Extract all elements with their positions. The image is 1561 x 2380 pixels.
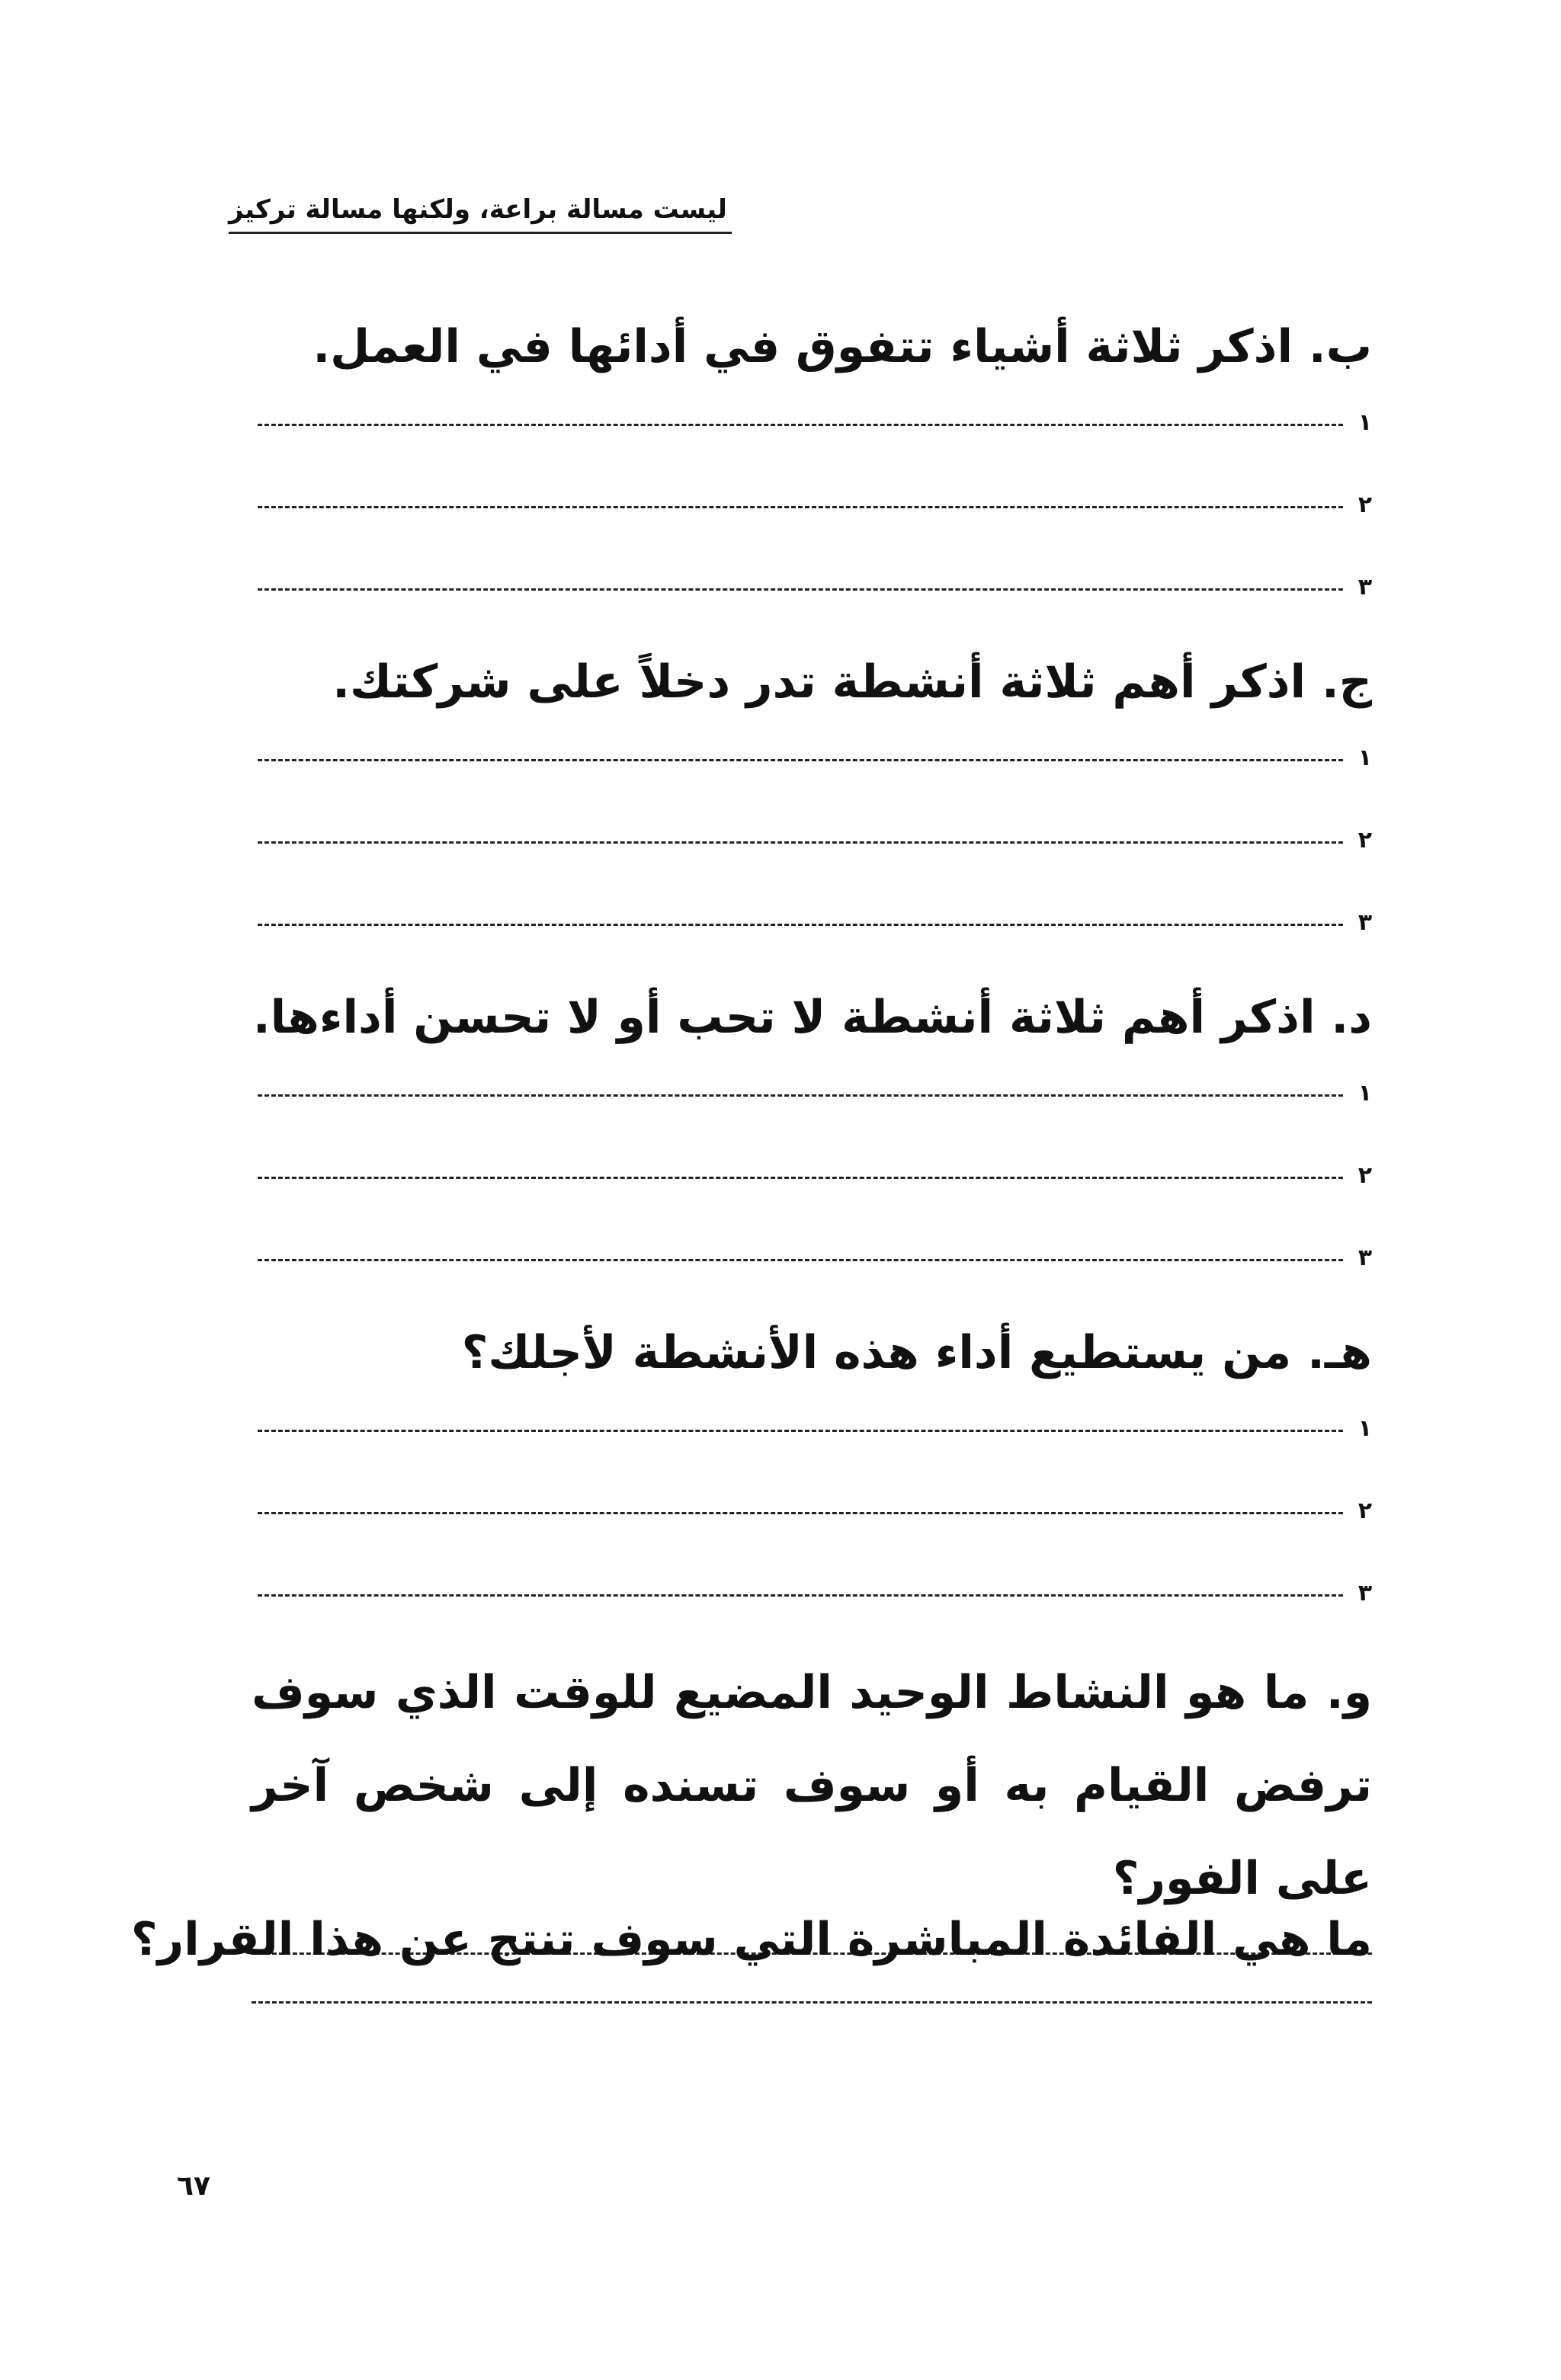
answer-number: ١ [1357, 745, 1372, 771]
answer-line[interactable] [252, 1387, 1372, 1469]
answer-blank [258, 1094, 1343, 1097]
question-b-section [252, 312, 1372, 628]
answer-number: ١ [1357, 1080, 1372, 1107]
answer-blank [258, 424, 1343, 426]
answer-line[interactable] [252, 463, 1372, 546]
answer-blank [258, 588, 1343, 591]
answer-line[interactable] [252, 1216, 1372, 1299]
answer-number: ٢ [1357, 827, 1372, 854]
running-header: ليست مسالة براعة، ولكنها مسالة تركيز [229, 194, 727, 225]
answer-blank [258, 841, 1343, 844]
answer-line[interactable] [252, 799, 1372, 881]
answer-line[interactable] [252, 1134, 1372, 1216]
question-j-text: ج. اذكر أهم ثلاثة أنشطة تدر دخلاً على شركتك. [332, 655, 1372, 709]
question-d-section [252, 983, 1372, 1299]
question-h-text: هـ. من يستطيع أداء هذه الأنشطة لأجلك؟ [461, 1326, 1372, 1379]
answer-blank [258, 1430, 1343, 1432]
question-w2-text: ما هي الفائدة المباشرة التي سوف تنتج عن هذا القرار؟ [130, 1913, 1372, 1966]
answer-line[interactable] [252, 1052, 1372, 1134]
question-h-section [252, 1318, 1372, 1634]
page-number: ٦٧ [177, 2170, 210, 2202]
answer-line[interactable] [252, 381, 1372, 463]
question-b-text: ب. اذكر ثلاثة أشياء تتفوق في أدائها في العمل. [313, 320, 1372, 373]
answer-blank [258, 1512, 1343, 1514]
question-w2-section [130, 1905, 1372, 2027]
answer-number: ٢ [1357, 1498, 1372, 1524]
answer-blank [258, 924, 1343, 926]
answer-number: ٣ [1357, 1244, 1372, 1271]
answer-number: ٣ [1357, 1580, 1372, 1606]
answer-blank [252, 2001, 1372, 2004]
answer-line[interactable] [252, 1552, 1372, 1634]
answer-number: ٢ [1357, 1162, 1372, 1189]
answer-number: ١ [1357, 409, 1372, 436]
answer-line[interactable] [252, 881, 1372, 963]
answer-blank [258, 1259, 1343, 1261]
answer-number: ٢ [1357, 492, 1372, 518]
question-j-section [252, 648, 1372, 963]
answer-number: ١ [1357, 1415, 1372, 1442]
answer-line[interactable] [252, 546, 1372, 628]
answer-blank [258, 1594, 1343, 1597]
answer-blank [258, 506, 1343, 508]
question-w-text: و. ما هو النشاط الوحيد المضيع للوقت الذي سوف ترفض القيام به أو سوف تسنده إلى شخص آخر على الفور؟ [252, 1666, 1372, 1905]
answer-line[interactable] [252, 1974, 1372, 2027]
question-d-text: د. اذكر أهم ثلاثة أنشطة لا تحب أو لا تحسن أداءها. [252, 991, 1372, 1044]
answer-line[interactable] [252, 1469, 1372, 1552]
answer-number: ٣ [1357, 909, 1372, 936]
answer-blank [258, 759, 1343, 761]
answer-line[interactable] [252, 716, 1372, 799]
answer-number: ٣ [1357, 574, 1372, 601]
answer-blank [258, 1177, 1343, 1179]
header-rule [229, 232, 732, 234]
